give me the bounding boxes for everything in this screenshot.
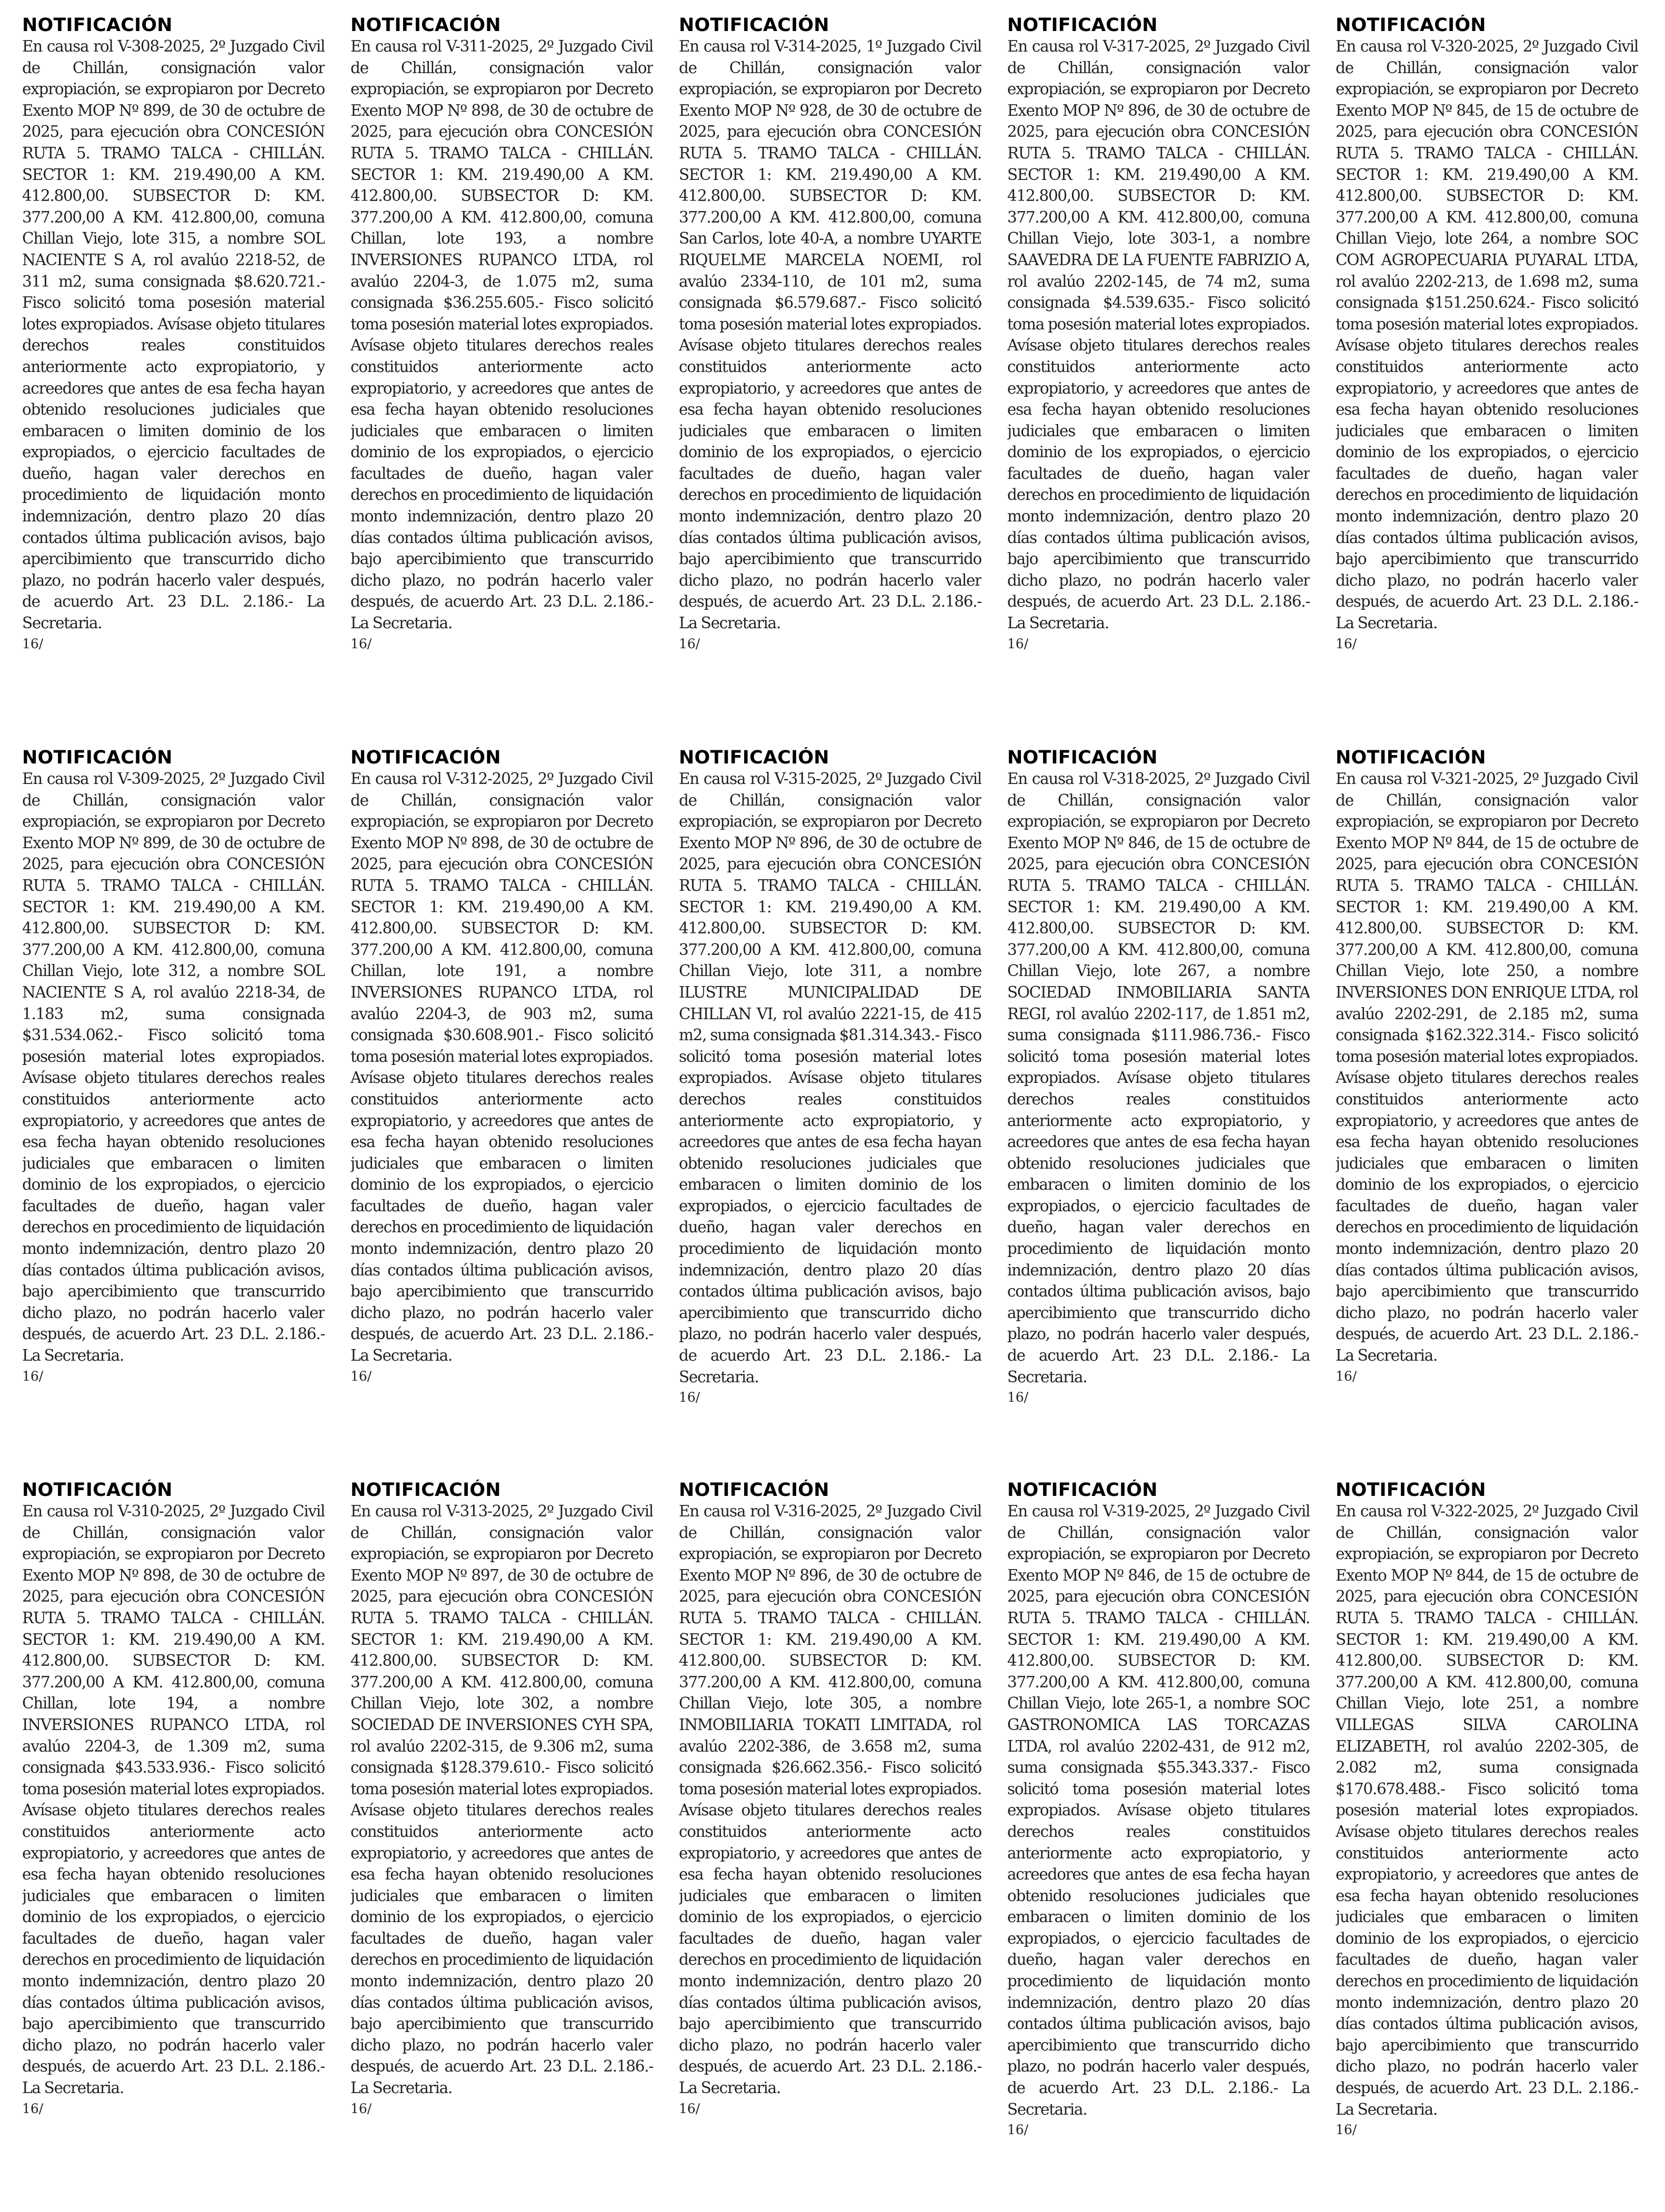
notice-code: 16/: [22, 636, 44, 651]
notice-code: 16/: [22, 1368, 44, 1384]
notice-title: NOTIFICACIÓN: [22, 1480, 173, 1501]
notice-code: 16/: [1336, 2122, 1357, 2138]
notice: [1336, 747, 1638, 1480]
notice: [1007, 15, 1310, 747]
notice: [350, 1480, 653, 2212]
notice-code: 16/: [1007, 2122, 1029, 2138]
notice-code: 16/: [350, 636, 372, 651]
notice-body: En causa rol V-311-2025, 2º Juzgado Civil de Chillán, consignación valor expropiación, se expropiaron por Decreto Exento MOP Nº 898, de 30 de octubre de 2025, para ejecución obra CONCESIÓN RUTA 5. TRAMO TALCA - CHILLÁN. SECTOR 1: KM. 219.490,00 A KM. 412.800,00. SUBSECTOR D: KM. 377.200,00 A KM. 412.800,00, comuna Chillan, lote 193, a nombre INVERSIONES RUPANCO LTDA, rol avalúo 2204-3, de 1.075 m2, suma consignada $36.255.605.- Fisco solicitó toma posesión material lotes expropiados. Avísase objeto titulares derechos reales constituidos anteriormente acto expropiatorio, y acreedores que antes de esa fecha hayan obtenido resoluciones judiciales que embaracen o limiten dominio de los expropiados, o ejercicio facultades de dueño, hagan valer derechos en procedimiento de liquidación monto indemnización, dentro plazo 20 días contados última publicación avisos, bajo apercibimiento que transcurrido dicho plazo, no podrán hacerlo valer después, de acuerdo Art. 23 D.L. 2.186.- La Secretaria.: [350, 37, 653, 632]
notice: [350, 747, 653, 1480]
notice-title: NOTIFICACIÓN: [679, 747, 829, 768]
notice-title: NOTIFICACIÓN: [1336, 1480, 1486, 1501]
notice-title: NOTIFICACIÓN: [22, 747, 173, 768]
notice-body: En causa rol V-313-2025, 2º Juzgado Civil de Chillán, consignación valor expropiación, se expropiaron por Decreto Exento MOP Nº 897, de 30 de octubre de 2025, para ejecución obra CONCESIÓN RUTA 5. TRAMO TALCA - CHILLÁN. SECTOR 1: KM. 219.490,00 A KM. 412.800,00. SUBSECTOR D: KM. 377.200,00 A KM. 412.800,00, comuna Chillan Viejo, lote 302, a nombre SOCIEDAD DE INVERSIONES CYH SPA, rol avalúo 2202-315, de 9.306 m2, suma consignada $128.379.610.- Fisco solicitó toma posesión material lotes expropiados. Avísase objeto titulares derechos reales constituidos anteriormente acto expropiatorio, y acreedores que antes de esa fecha hayan obtenido resoluciones judiciales que embaracen o limiten dominio de los expropiados, o ejercicio facultades de dueño, hagan valer derechos en procedimiento de liquidación monto indemnización, dentro plazo 20 días contados última publicación avisos, bajo apercibimiento que transcurrido dicho plazo, no podrán hacerlo valer después, de acuerdo Art. 23 D.L. 2.186.- La Secretaria.: [350, 1502, 653, 2097]
notice: [1007, 1480, 1310, 2212]
notice: [1336, 1480, 1638, 2212]
notice-body: En causa rol V-316-2025, 2º Juzgado Civil de Chillán, consignación valor expropiación, se expropiaron por Decreto Exento MOP Nº 896, de 30 de octubre de 2025, para ejecución obra CONCESIÓN RUTA 5. TRAMO TALCA - CHILLÁN. SECTOR 1: KM. 219.490,00 A KM. 412.800,00. SUBSECTOR D: KM. 377.200,00 A KM. 412.800,00, comuna Chillan Viejo, lote 305, a nombre INMOBILIARIA TOKATI LIMITADA, rol avalúo 2202-386, de 3.658 m2, suma consignada $26.662.356.- Fisco solicitó toma posesión material lotes expropiados. Avísase objeto titulares derechos reales constituidos anteriormente acto expropiatorio, y acreedores que antes de esa fecha hayan obtenido resoluciones judiciales que embaracen o limiten dominio de los expropiados, o ejercicio facultades de dueño, hagan valer derechos en procedimiento de liquidación monto indemnización, dentro plazo 20 días contados última publicación avisos, bajo apercibimiento que transcurrido dicho plazo, no podrán hacerlo valer después, de acuerdo Art. 23 D.L. 2.186.- La Secretaria.: [679, 1502, 981, 2097]
notice: [679, 747, 981, 1480]
notice-body: En causa rol V-317-2025, 2º Juzgado Civil de Chillán, consignación valor expropiación, se expropiaron por Decreto Exento MOP Nº 896, de 30 de octubre de 2025, para ejecución obra CONCESIÓN RUTA 5. TRAMO TALCA - CHILLÁN. SECTOR 1: KM. 219.490,00 A KM. 412.800,00. SUBSECTOR D: KM. 377.200,00 A KM. 412.800,00, comuna Chillan Viejo, lote 303-1, a nombre SAAVEDRA DE LA FUENTE FABRIZIO A, rol avalúo 2202-145, de 74 m2, suma consignada $4.539.635.- Fisco solicitó toma posesión material lotes expropiados. Avísase objeto titulares derechos reales constituidos anteriormente acto expropiatorio, y acreedores que antes de esa fecha hayan obtenido resoluciones judiciales que embaracen o limiten dominio de los expropiados, o ejercicio facultades de dueño, hagan valer derechos en procedimiento de liquidación monto indemnización, dentro plazo 20 días contados última publicación avisos, bajo apercibimiento que transcurrido dicho plazo, no podrán hacerlo valer después, de acuerdo Art. 23 D.L. 2.186.- La Secretaria.: [1007, 37, 1310, 632]
notice: [22, 15, 325, 747]
notice-title: NOTIFICACIÓN: [1007, 15, 1158, 36]
notice: [350, 15, 653, 747]
notice-body: En causa rol V-319-2025, 2º Juzgado Civil de Chillán, consignación valor expropiación, se expropiaron por Decreto Exento MOP Nº 846, de 15 de octubre de 2025, para ejecución obra CONCESIÓN RUTA 5. TRAMO TALCA - CHILLÁN. SECTOR 1: KM. 219.490,00 A KM. 412.800,00. SUBSECTOR D: KM. 377.200,00 A KM. 412.800,00, comuna Chillan Viejo, lote 265-1, a nombre SOC GASTRONOMICA LAS TORCAZAS LTDA, rol avalúo 2202-431, de 912 m2, suma consignada $55.343.337.- Fisco solicitó toma posesión material lotes expropiados. Avísase objeto titulares derechos reales constituidos anteriormente acto expropiatorio, y acreedores que antes de esa fecha hayan obtenido resoluciones judiciales que embaracen o limiten dominio de los expropiados, o ejercicio facultades de dueño, hagan valer derechos en procedimiento de liquidación monto indemnización, dentro plazo 20 días contados última publicación avisos, bajo apercibimiento que transcurrido dicho plazo, no podrán hacerlo valer después, de acuerdo Art. 23 D.L. 2.186.- La Secretaria.: [1007, 1502, 1310, 2118]
notice: [1007, 747, 1310, 1480]
notice-title: NOTIFICACIÓN: [350, 1480, 501, 1501]
notice-body: En causa rol V-312-2025, 2º Juzgado Civil de Chillán, consignación valor expropiación, se expropiaron por Decreto Exento MOP Nº 898, de 30 de octubre de 2025, para ejecución obra CONCESIÓN RUTA 5. TRAMO TALCA - CHILLÁN. SECTOR 1: KM. 219.490,00 A KM. 412.800,00. SUBSECTOR D: KM. 377.200,00 A KM. 412.800,00, comuna Chillan, lote 191, a nombre INVERSIONES RUPANCO LTDA, rol avalúo 2204-3, de 903 m2, suma consignada $30.608.901.- Fisco solicitó toma posesión material lotes expropiados. Avísase objeto titulares derechos reales constituidos anteriormente acto expropiatorio, y acreedores que antes de esa fecha hayan obtenido resoluciones judiciales que embaracen o limiten dominio de los expropiados, o ejercicio facultades de dueño, hagan valer derechos en procedimiento de liquidación monto indemnización, dentro plazo 20 días contados última publicación avisos, bajo apercibimiento que transcurrido dicho plazo, no podrán hacerlo valer después, de acuerdo Art. 23 D.L. 2.186.- La Secretaria.: [350, 770, 653, 1365]
notice: [1336, 15, 1638, 747]
notice-body: En causa rol V-310-2025, 2º Juzgado Civil de Chillán, consignación valor expropiación, se expropiaron por Decreto Exento MOP Nº 898, de 30 de octubre de 2025, para ejecución obra CONCESIÓN RUTA 5. TRAMO TALCA - CHILLÁN. SECTOR 1: KM. 219.490,00 A KM. 412.800,00. SUBSECTOR D: KM. 377.200,00 A KM. 412.800,00, comuna Chillan, lote 194, a nombre INVERSIONES RUPANCO LTDA, rol avalúo 2204-3, de 1.309 m2, suma consignada $43.533.936.- Fisco solicitó toma posesión material lotes expropiados. Avísase objeto titulares derechos reales constituidos anteriormente acto expropiatorio, y acreedores que antes de esa fecha hayan obtenido resoluciones judiciales que embaracen o limiten dominio de los expropiados, o ejercicio facultades de dueño, hagan valer derechos en procedimiento de liquidación monto indemnización, dentro plazo 20 días contados última publicación avisos, bajo apercibimiento que transcurrido dicho plazo, no podrán hacerlo valer después, de acuerdo Art. 23 D.L. 2.186.- La Secretaria.: [22, 1502, 325, 2097]
notice-title: NOTIFICACIÓN: [1336, 15, 1486, 36]
notice-body: En causa rol V-309-2025, 2º Juzgado Civil de Chillán, consignación valor expropiación, se expropiaron por Decreto Exento MOP Nº 899, de 30 de octubre de 2025, para ejecución obra CONCESIÓN RUTA 5. TRAMO TALCA - CHILLÁN. SECTOR 1: KM. 219.490,00 A KM. 412.800,00. SUBSECTOR D: KM. 377.200,00 A KM. 412.800,00, comuna Chillan Viejo, lote 312, a nombre SOL NACIENTE S A, rol avalúo 2218-34, de 1.183 m2, suma consignada $31.534.062.- Fisco solicitó toma posesión material lotes expropiados. Avísase objeto titulares derechos reales constituidos anteriormente acto expropiatorio, y acreedores que antes de esa fecha hayan obtenido resoluciones judiciales que embaracen o limiten dominio de los expropiados, o ejercicio facultades de dueño, hagan valer derechos en procedimiento de liquidación monto indemnización, dentro plazo 20 días contados última publicación avisos, bajo apercibimiento que transcurrido dicho plazo, no podrán hacerlo valer después, de acuerdo Art. 23 D.L. 2.186.- La Secretaria.: [22, 770, 325, 1365]
notice-title: NOTIFICACIÓN: [679, 15, 829, 36]
notice-body: En causa rol V-315-2025, 2º Juzgado Civil de Chillán, consignación valor expropiación, se expropiaron por Decreto Exento MOP Nº 896, de 30 de octubre de 2025, para ejecución obra CONCESIÓN RUTA 5. TRAMO TALCA - CHILLÁN. SECTOR 1: KM. 219.490,00 A KM. 412.800,00. SUBSECTOR D: KM. 377.200,00 A KM. 412.800,00, comuna Chillan Viejo, lote 311, a nombre ILUSTRE MUNICIPALIDAD DE CHILLAN VI, rol avalúo 2221-15, de 415 m2, suma consignada $81.314.343.- Fisco solicitó toma posesión material lotes expropiados. Avísase objeto titulares derechos reales constituidos anteriormente acto expropiatorio, y acreedores que antes de esa fecha hayan obtenido resoluciones judiciales que embaracen o limiten dominio de los expropiados, o ejercicio facultades de dueño, hagan valer derechos en procedimiento de liquidación monto indemnización, dentro plazo 20 días contados última publicación avisos, bajo apercibimiento que transcurrido dicho plazo, no podrán hacerlo valer después, de acuerdo Art. 23 D.L. 2.186.- La Secretaria.: [679, 770, 981, 1386]
notice-body: En causa rol V-318-2025, 2º Juzgado Civil de Chillán, consignación valor expropiación, se expropiaron por Decreto Exento MOP Nº 846, de 15 de octubre de 2025, para ejecución obra CONCESIÓN RUTA 5. TRAMO TALCA - CHILLÁN. SECTOR 1: KM. 219.490,00 A KM. 412.800,00. SUBSECTOR D: KM. 377.200,00 A KM. 412.800,00, comuna Chillan Viejo, lote 267, a nombre SOCIEDAD INMOBILIARIA SANTA REGI, rol avalúo 2202-117, de 1.851 m2, suma consignada $111.986.736.- Fisco solicitó toma posesión material lotes expropiados. Avísase objeto titulares derechos reales constituidos anteriormente acto expropiatorio, y acreedores que antes de esa fecha hayan obtenido resoluciones judiciales que embaracen o limiten dominio de los expropiados, o ejercicio facultades de dueño, hagan valer derechos en procedimiento de liquidación monto indemnización, dentro plazo 20 días contados última publicación avisos, bajo apercibimiento que transcurrido dicho plazo, no podrán hacerlo valer después, de acuerdo Art. 23 D.L. 2.186.- La Secretaria.: [1007, 770, 1310, 1386]
notice-body: En causa rol V-321-2025, 2º Juzgado Civil de Chillán, consignación valor expropiación, se expropiaron por Decreto Exento MOP Nº 844, de 15 de octubre de 2025, para ejecución obra CONCESIÓN RUTA 5. TRAMO TALCA - CHILLÁN. SECTOR 1: KM. 219.490,00 A KM. 412.800,00. SUBSECTOR D: KM. 377.200,00 A KM. 412.800,00, comuna Chillan Viejo, lote 250, a nombre INVERSIONES DON ENRIQUE LTDA, rol avalúo 2202-291, de 2.185 m2, suma consignada $162.322.314.- Fisco solicitó toma posesión material lotes expropiados. Avísase objeto titulares derechos reales constituidos anteriormente acto expropiatorio, y acreedores que antes de esa fecha hayan obtenido resoluciones judiciales que embaracen o limiten dominio de los expropiados, o ejercicio facultades de dueño, hagan valer derechos en procedimiento de liquidación monto indemnización, dentro plazo 20 días contados última publicación avisos, bajo apercibimiento que transcurrido dicho plazo, no podrán hacerlo valer después, de acuerdo Art. 23 D.L. 2.186.- La Secretaria.: [1336, 770, 1638, 1365]
notice-title: NOTIFICACIÓN: [22, 15, 173, 36]
notice-code: 16/: [1007, 1390, 1029, 1405]
notice-title: NOTIFICACIÓN: [1007, 1480, 1158, 1501]
notice-body: En causa rol V-308-2025, 2º Juzgado Civil de Chillán, consignación valor expropiación, se expropiaron por Decreto Exento MOP Nº 899, de 30 de octubre de 2025, para ejecución obra CONCESIÓN RUTA 5. TRAMO TALCA - CHILLÁN. SECTOR 1: KM. 219.490,00 A KM. 412.800,00. SUBSECTOR D: KM. 377.200,00 A KM. 412.800,00, comuna Chillan Viejo, lote 315, a nombre SOL NACIENTE S A, rol avalúo 2218-52, de 311 m2, suma consignada $8.620.721.- Fisco solicitó toma posesión material lotes expropiados. Avísase objeto titulares derechos reales constituidos anteriormente acto expropiatorio, y acreedores que antes de esa fecha hayan obtenido resoluciones judiciales que embaracen o limiten dominio de los expropiados, o ejercicio facultades de dueño, hagan valer derechos en procedimiento de liquidación monto indemnización, dentro plazo 20 días contados última publicación avisos, bajo apercibimiento que transcurrido dicho plazo, no podrán hacerlo valer después, de acuerdo Art. 23 D.L. 2.186.- La Secretaria.: [22, 37, 325, 632]
notice: [22, 1480, 325, 2212]
notice-code: 16/: [679, 2100, 700, 2116]
notice-title: NOTIFICACIÓN: [1007, 747, 1158, 768]
notice-code: 16/: [350, 1368, 372, 1384]
notice-code: 16/: [1336, 636, 1357, 651]
notice-body: En causa rol V-320-2025, 2º Juzgado Civil de Chillán, consignación valor expropiación, se expropiaron por Decreto Exento MOP Nº 845, de 15 de octubre de 2025, para ejecución obra CONCESIÓN RUTA 5. TRAMO TALCA - CHILLÁN. SECTOR 1: KM. 219.490,00 A KM. 412.800,00. SUBSECTOR D: KM. 377.200,00 A KM. 412.800,00, comuna Chillan Viejo, lote 264, a nombre SOC COM AGROPECUARIA PUYARAL LTDA, rol avalúo 2202-213, de 1.698 m2, suma consignada $151.250.624.- Fisco solicitó toma posesión material lotes expropiados. Avísase objeto titulares derechos reales constituidos anteriormente acto expropiatorio, y acreedores que antes de esa fecha hayan obtenido resoluciones judiciales que embaracen o limiten dominio de los expropiados, o ejercicio facultades de dueño, hagan valer derechos en procedimiento de liquidación monto indemnización, dentro plazo 20 días contados última publicación avisos, bajo apercibimiento que transcurrido dicho plazo, no podrán hacerlo valer después, de acuerdo Art. 23 D.L. 2.186.- La Secretaria.: [1336, 37, 1638, 632]
notice: [679, 15, 981, 747]
notice-code: 16/: [350, 2100, 372, 2116]
notice-code: 16/: [1336, 1368, 1357, 1384]
notice-body: En causa rol V-314-2025, 1º Juzgado Civil de Chillán, consignación valor expropiación, se expropiaron por Decreto Exento MOP Nº 928, de 30 de octubre de 2025, para ejecución obra CONCESIÓN RUTA 5. TRAMO TALCA - CHILLÁN. SECTOR 1: KM. 219.490,00 A KM. 412.800,00. SUBSECTOR D: KM. 377.200,00 A KM. 412.800,00, comuna San Carlos, lote 40-A, a nombre UYARTE RIQUELME MARCELA NOEMI, rol avalúo 2334-110, de 101 m2, suma consignada $6.579.687.- Fisco solicitó toma posesión material lotes expropiados. Avísase objeto titulares derechos reales constituidos anteriormente acto expropiatorio, y acreedores que antes de esa fecha hayan obtenido resoluciones judiciales que embaracen o limiten dominio de los expropiados, o ejercicio facultades de dueño, hagan valer derechos en procedimiento de liquidación monto indemnización, dentro plazo 20 días contados última publicación avisos, bajo apercibimiento que transcurrido dicho plazo, no podrán hacerlo valer después, de acuerdo Art. 23 D.L. 2.186.- La Secretaria.: [679, 37, 981, 632]
notice-code: 16/: [22, 2100, 44, 2116]
notice-title: NOTIFICACIÓN: [1336, 747, 1486, 768]
notice-title: NOTIFICACIÓN: [350, 15, 501, 36]
notice-body: En causa rol V-322-2025, 2º Juzgado Civil de Chillán, consignación valor expropiación, se expropiaron por Decreto Exento MOP Nº 844, de 15 de octubre de 2025, para ejecución obra CONCESIÓN RUTA 5. TRAMO TALCA - CHILLÁN. SECTOR 1: KM. 219.490,00 A KM. 412.800,00. SUBSECTOR D: KM. 377.200,00 A KM. 412.800,00, comuna Chillan Viejo, lote 251, a nombre VILLEGAS SILVA CAROLINA ELIZABETH, rol avalúo 2202-305, de 2.082 m2, suma consignada $170.678.488.- Fisco solicitó toma posesión material lotes expropiados. Avísase objeto titulares derechos reales constituidos anteriormente acto expropiatorio, y acreedores que antes de esa fecha hayan obtenido resoluciones judiciales que embaracen o limiten dominio de los expropiados, o ejercicio facultades de dueño, hagan valer derechos en procedimiento de liquidación monto indemnización, dentro plazo 20 días contados última publicación avisos, bajo apercibimiento que transcurrido dicho plazo, no podrán hacerlo valer después, de acuerdo Art. 23 D.L. 2.186.- La Secretaria.: [1336, 1502, 1638, 2118]
notice-title: NOTIFICACIÓN: [350, 747, 501, 768]
notice-code: 16/: [679, 636, 700, 651]
notice: [22, 747, 325, 1480]
notice: [679, 1480, 981, 2212]
notice-code: 16/: [679, 1390, 700, 1405]
notice-title: NOTIFICACIÓN: [679, 1480, 829, 1501]
notice-code: 16/: [1007, 636, 1029, 651]
